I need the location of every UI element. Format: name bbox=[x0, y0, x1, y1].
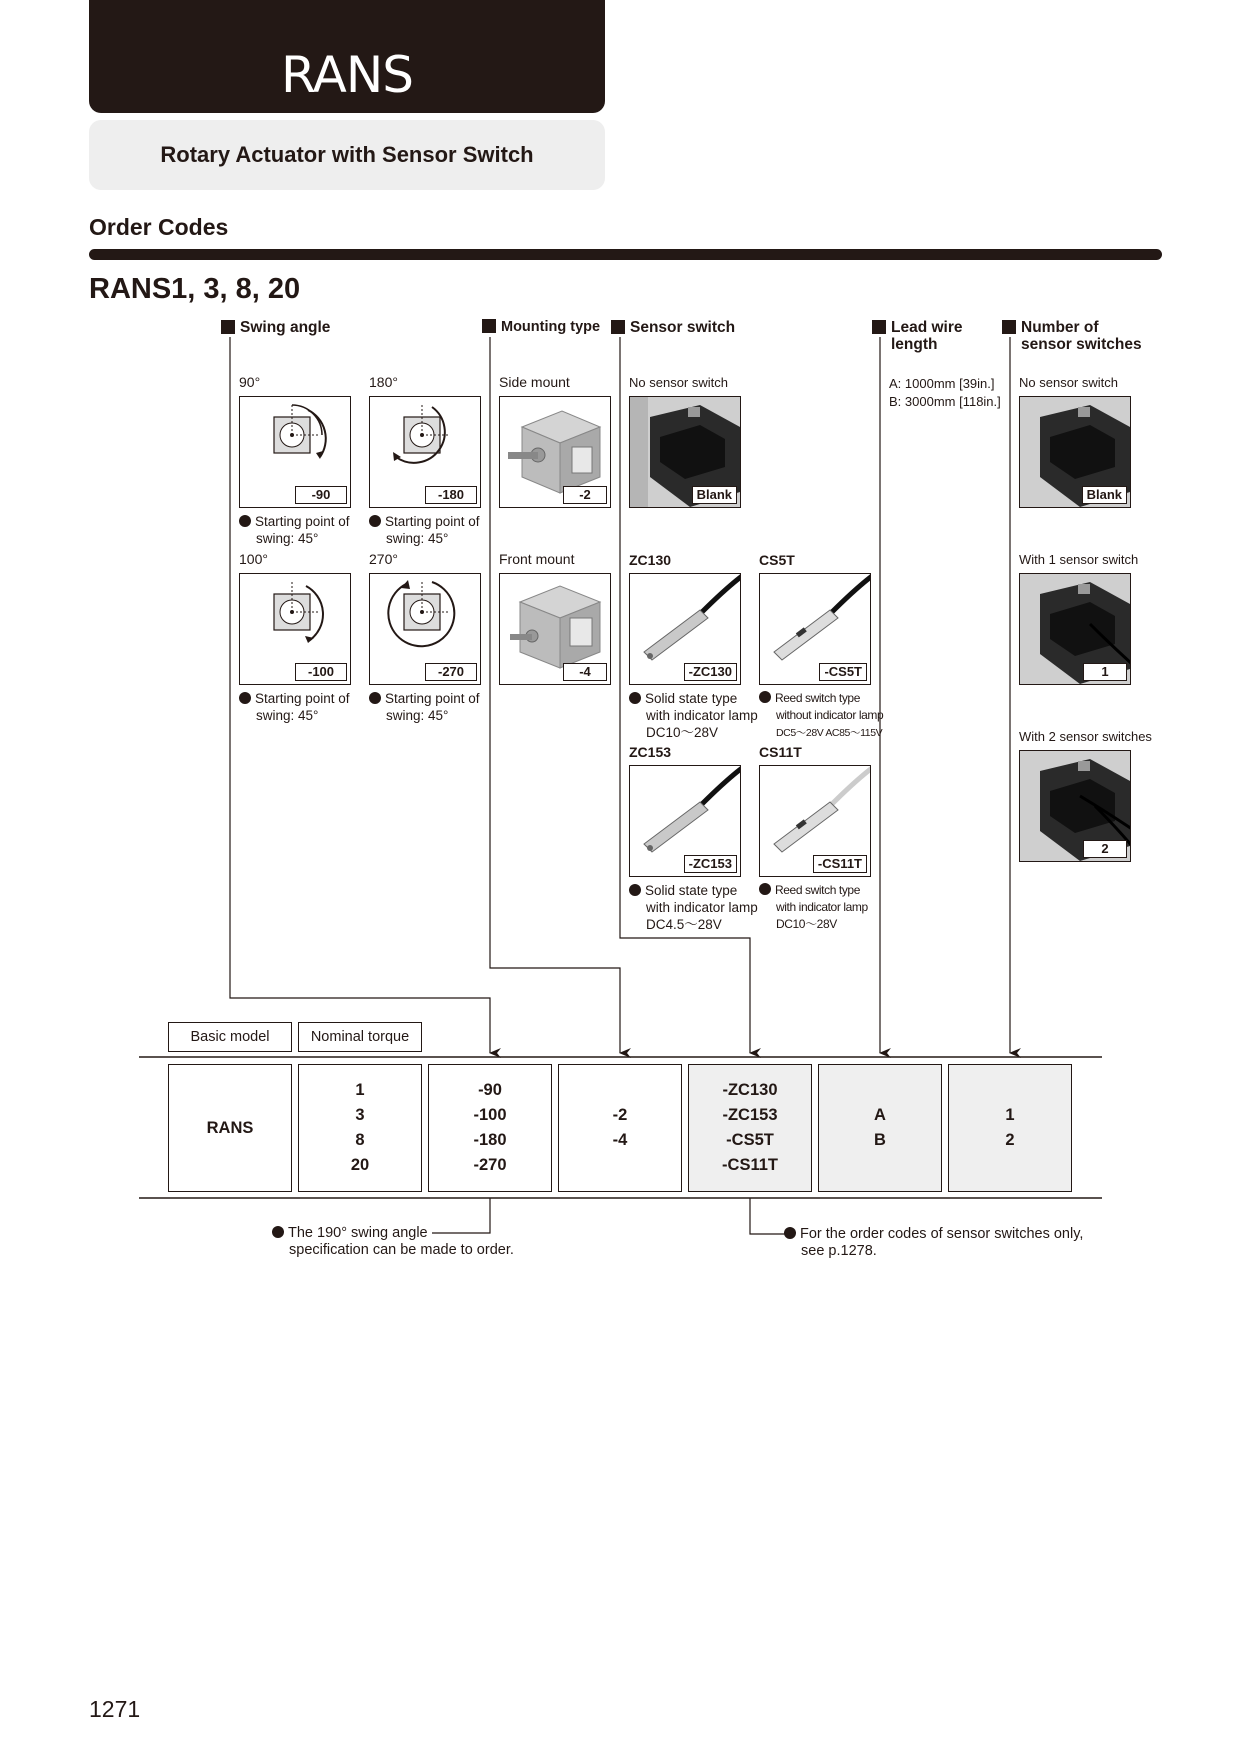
swing-180-code: -180 bbox=[425, 486, 477, 504]
mount-front-label: Front mount bbox=[499, 551, 575, 567]
sensor-zc130-code: -ZC130 bbox=[684, 663, 737, 681]
section-swing-angle: Swing angle bbox=[221, 319, 330, 336]
number-value: 2 bbox=[1005, 1131, 1015, 1149]
mount-value: -2 bbox=[612, 1106, 628, 1124]
torque-value: 8 bbox=[355, 1131, 365, 1149]
torque-value: 3 bbox=[355, 1106, 365, 1124]
sensor-cs11t-image bbox=[759, 765, 871, 877]
footnote-sensor: For the order codes of sensor switches only, see p.1278. bbox=[784, 1226, 1083, 1260]
swing-180-diagram bbox=[369, 396, 481, 508]
sensor-cs11t-code: -CS11T bbox=[813, 855, 867, 873]
basic-model-cell bbox=[168, 1064, 292, 1192]
number-two-code: 2 bbox=[1083, 840, 1127, 858]
mount-front-code: -4 bbox=[563, 663, 607, 681]
swing-100-code: -100 bbox=[295, 663, 347, 681]
swing-90-code: -90 bbox=[295, 486, 347, 504]
number-none-image bbox=[1019, 396, 1131, 508]
sensor-none-code: Blank bbox=[692, 486, 737, 504]
sensor-zc153-code: -ZC153 bbox=[684, 855, 737, 873]
sensor-value: -CS5T bbox=[726, 1131, 774, 1149]
swing-100-note: Starting point of swing: 45° bbox=[239, 690, 350, 724]
mount-value: -4 bbox=[612, 1131, 628, 1149]
sensor-zc130-image bbox=[629, 573, 741, 685]
swing-90-diagram bbox=[239, 396, 351, 508]
swing-value: -270 bbox=[473, 1156, 507, 1174]
sensor-zc153-note: Solid state type with indicator lamp DC4.5～28V bbox=[629, 882, 758, 933]
sensor-zc153-image bbox=[629, 765, 741, 877]
sensor-none-image bbox=[629, 396, 741, 508]
mount-side-code: -2 bbox=[563, 486, 607, 504]
number-none-code: Blank bbox=[1082, 486, 1127, 504]
swing-180-label: 180° bbox=[369, 374, 398, 390]
section-heading: Order Codes bbox=[89, 214, 229, 240]
mount-side-image bbox=[499, 396, 611, 508]
nominal-torque-header: Nominal torque bbox=[298, 1022, 422, 1052]
sensor-cs5t-note: Reed switch type without indicator lamp DC5～28V AC85～115V bbox=[759, 690, 883, 742]
basic-model-header: Basic model bbox=[168, 1022, 292, 1052]
sensor-cs11t-label: CS11T bbox=[759, 744, 802, 760]
swing-270-code: -270 bbox=[425, 663, 477, 681]
number-two-label: With 2 sensor switches bbox=[1019, 729, 1152, 744]
section-sensor-switch: Sensor switch bbox=[611, 319, 735, 336]
sensor-cs11t-note: Reed switch type with indicator lamp DC10～28V bbox=[759, 882, 868, 933]
swing-100-diagram bbox=[239, 573, 351, 685]
number-cell bbox=[948, 1064, 1072, 1192]
page-subtitle: Rotary Actuator with Sensor Switch bbox=[160, 142, 534, 167]
sensor-none-label: No sensor switch bbox=[629, 375, 728, 390]
basic-model-value: RANS bbox=[206, 1118, 254, 1137]
model-title: RANS1, 3, 8, 20 bbox=[89, 273, 301, 305]
section-number-of-switches: Number of sensor switches bbox=[1002, 319, 1142, 353]
sensor-zc130-note: Solid state type with indicator lamp DC10～28V bbox=[629, 690, 758, 741]
number-one-code: 1 bbox=[1083, 663, 1127, 681]
section-mounting-type: Mounting type bbox=[482, 319, 600, 336]
torque-value: 1 bbox=[355, 1081, 365, 1099]
sensor-zc153-label: ZC153 bbox=[629, 744, 672, 760]
swing-value: -180 bbox=[473, 1131, 507, 1149]
swing-value: -90 bbox=[478, 1081, 502, 1099]
number-none-label: No sensor switch bbox=[1019, 375, 1118, 390]
page-number: 1271 bbox=[89, 1696, 141, 1722]
footnote-swing: The 190° swing angle specification can be made to order. bbox=[272, 1225, 514, 1259]
sensor-value: -ZC153 bbox=[722, 1106, 778, 1124]
mount-side-label: Side mount bbox=[499, 374, 570, 390]
sensor-zc130-label: ZC130 bbox=[629, 552, 672, 568]
sensor-cs5t-code: -CS5T bbox=[819, 663, 867, 681]
lead-wire-cell bbox=[818, 1064, 942, 1192]
sensor-value: -ZC130 bbox=[722, 1081, 778, 1099]
number-two-image bbox=[1019, 750, 1131, 862]
swing-270-label: 270° bbox=[369, 551, 398, 567]
swing-270-diagram bbox=[369, 573, 481, 685]
mounting-cell bbox=[558, 1064, 682, 1192]
sensor-cs5t-image bbox=[759, 573, 871, 685]
number-one-label: With 1 sensor switch bbox=[1019, 552, 1139, 567]
section-lead-wire: Lead wire length bbox=[872, 319, 963, 353]
swing-180-note: Starting point of swing: 45° bbox=[369, 513, 480, 547]
torque-value: 20 bbox=[350, 1156, 370, 1174]
swing-90-label: 90° bbox=[239, 374, 261, 390]
swing-100-label: 100° bbox=[239, 551, 268, 567]
swing-270-note: Starting point of swing: 45° bbox=[369, 690, 480, 724]
number-value: 1 bbox=[1005, 1106, 1015, 1124]
lead-value: A bbox=[874, 1106, 886, 1124]
number-one-image bbox=[1019, 573, 1131, 685]
swing-angle-cell bbox=[428, 1064, 552, 1192]
torque-cell bbox=[298, 1064, 422, 1192]
lead-value: B bbox=[874, 1131, 886, 1149]
page-title: RANS bbox=[280, 46, 414, 104]
sensor-cs5t-label: CS5T bbox=[759, 552, 795, 568]
sensor-cell bbox=[688, 1064, 812, 1192]
sensor-value: -CS11T bbox=[722, 1156, 778, 1174]
swing-value: -100 bbox=[473, 1106, 507, 1124]
swing-90-note: Starting point of swing: 45° bbox=[239, 513, 350, 547]
lead-wire-options: A: 1000mm [39in.] B: 3000mm [118in.] bbox=[889, 376, 1001, 409]
mount-front-image bbox=[499, 573, 611, 685]
